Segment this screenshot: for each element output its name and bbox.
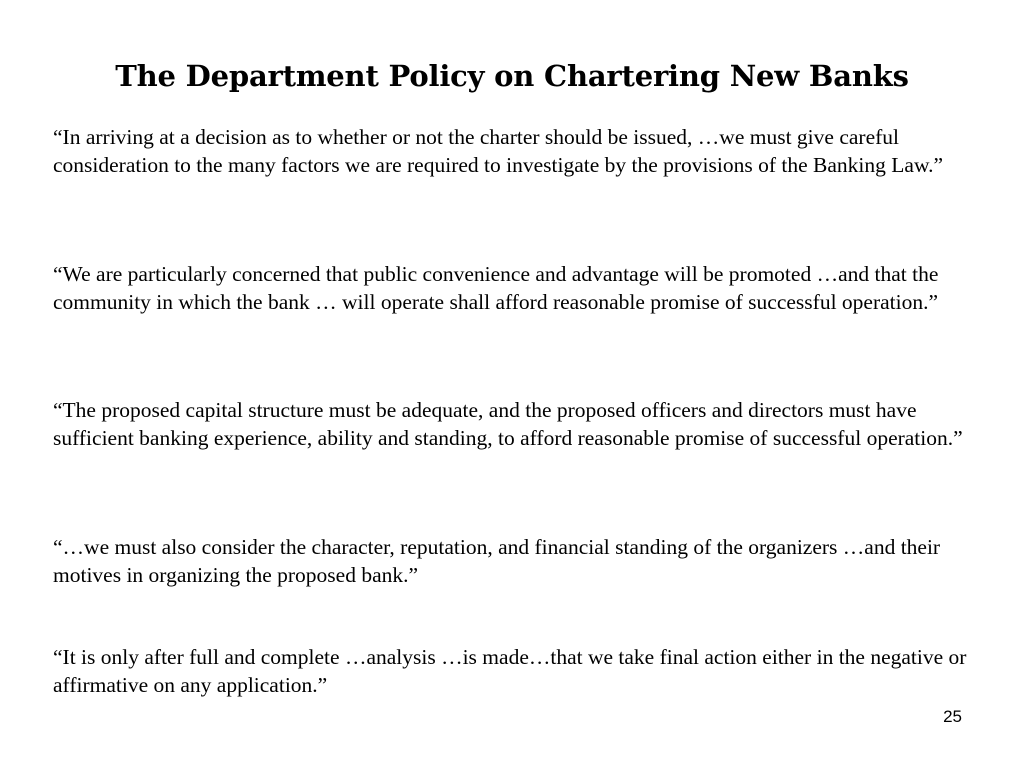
- quote-paragraph-5: “It is only after full and complete …analysis …is made…that we take final action either in the negative or affirmative on any application.”: [53, 645, 967, 697]
- quote-paragraph-1: “In arriving at a decision as to whether or not the charter should be issued, …we must give careful consideration to the many factors we are required to investigate by the provisions of the Banking Law.”: [53, 125, 943, 177]
- quote-paragraph-2: “We are particularly concerned that public convenience and advantage will be promoted …and that the community in which the bank … will operate shall afford reasonable promise of successful operation.”: [53, 262, 939, 314]
- page-number: 25: [943, 707, 962, 726]
- quote-paragraph-3: “The proposed capital structure must be adequate, and the proposed officers and directors must have sufficient banking experience, ability and standing, to afford reasonable promise of successful operation.”: [53, 398, 963, 450]
- quote-paragraph-4: “…we must also consider the character, reputation, and financial standing of the organizers …and their motives in organizing the proposed bank.”: [53, 535, 941, 587]
- slide-title: The Department Policy on Chartering New Banks: [115, 59, 909, 93]
